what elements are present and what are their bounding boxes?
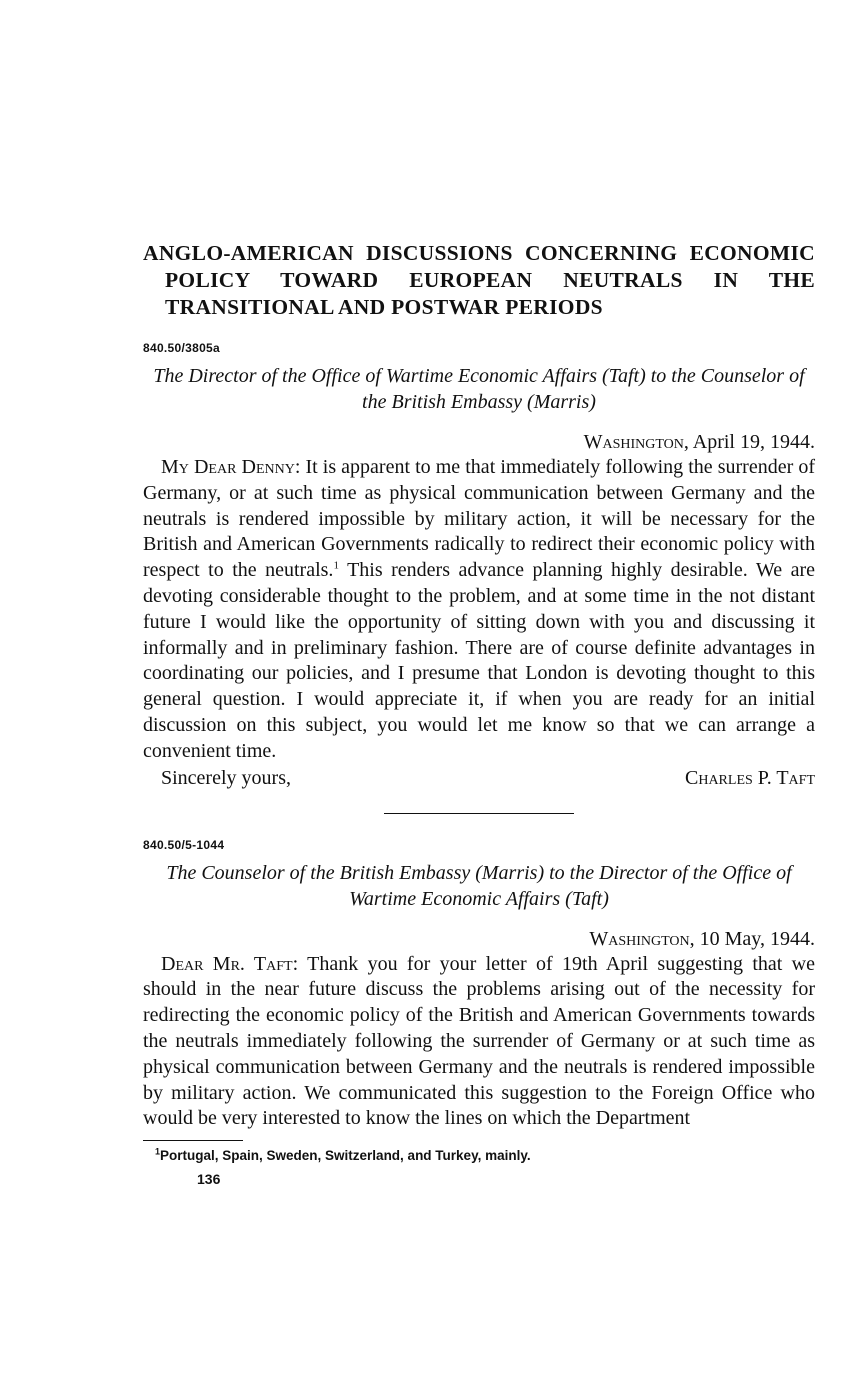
file-number: 840.50/5-1044 — [143, 837, 225, 852]
section-heading: ANGLO-AMERICAN DISCUSSIONS CONCERNING ECONOMIC POLICY TOWARD EUROPEAN NEUTRALS IN THE TRANSITIONAL AND POSTWAR PERIODS — [143, 241, 815, 319]
letter-1 — [143, 341, 815, 791]
dateline-date: , 10 May, 1944. — [689, 927, 815, 950]
file-number: 840.50/3805a — [143, 341, 221, 355]
document-page — [143, 240, 815, 1187]
salutation: Dear Mr. Taft — [161, 952, 293, 975]
footnote-text: Portugal, Spain, Sweden, Switzerland, and Turkey, mainly. — [160, 1148, 531, 1164]
letter-body — [143, 455, 815, 765]
letter-2 — [143, 838, 815, 1133]
document-title: The Director of the Office of Wartime Economic Affairs (Taft) to the Counselor of the British Embassy (Marris) — [153, 365, 805, 413]
body-text-continued: This renders advance planning highly desirable. We are devoting considerable thought to the problem, and at some time in the not distant future I would like the opportunity of sitting down with you and discussing it informally and in preliminary fashion. There are of course definite advantages in coordinating our policies, and I presume that London is devoting thought to this general question. I would appreciate it, if when you are ready for an initial discussion on this subject, you would let me know so that we can arrange a convenient time. — [143, 559, 815, 762]
signature: Charles P. Taft — [685, 766, 815, 789]
dateline-place: Washington — [589, 927, 690, 950]
dateline — [143, 926, 815, 952]
footnote — [155, 1147, 815, 1165]
closing-line — [143, 765, 815, 791]
footnote-reference: 1 — [333, 559, 339, 572]
section-divider — [384, 813, 574, 814]
letter-body — [143, 952, 815, 1133]
dateline-date: , April 19, 1944. — [683, 431, 815, 453]
salutation: My Dear Denny — [161, 456, 295, 478]
footnote-rule — [143, 1140, 243, 1141]
body-text: : It is apparent to me that immediately following the surrender of Germany, or at such time as physical communication between Germany and the neutrals is rendered impossible by military action, it will be necessary for the British and American Governments radically to redirect their economic policy with respect to the neutrals. — [143, 456, 815, 582]
body-text: : Thank you for your letter of 19th April suggesting that we should in the near future discuss the problems arising out of the necessity for redirecting the economic policy of the British and American Governments towards the neutrals immediately following the surrender of Germany or at such time as physical communication between Germany and the neutrals is rendered impossible by military action. We communicated this suggestion to the Foreign Office who would be very interested to know the lines on which the Department — [143, 952, 815, 1130]
complimentary-close: Sincerely yours, — [161, 766, 291, 789]
page-number: 136 — [197, 1171, 221, 1188]
dateline — [143, 429, 815, 455]
dateline-place: Washington — [583, 431, 684, 453]
document-title: The Counselor of the British Embassy (Marris) to the Director of the Office of Wartime Economic Affairs (Taft) — [166, 861, 792, 910]
footnote-mark: 1 — [155, 1146, 161, 1157]
